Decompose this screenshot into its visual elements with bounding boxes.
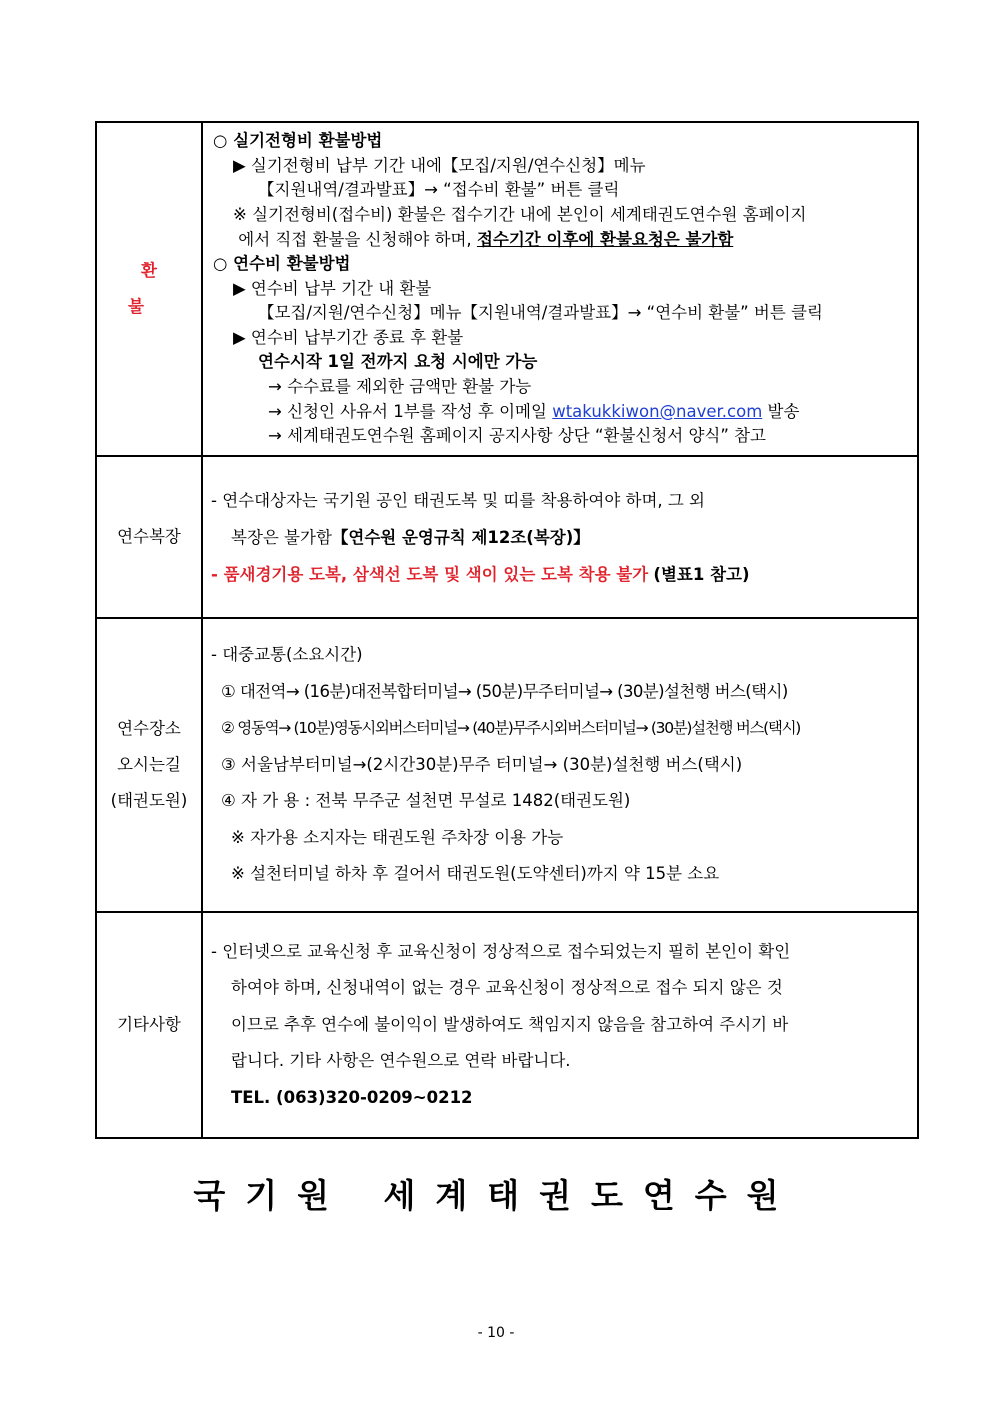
uniform-content-cell [202, 456, 918, 618]
directions-label-2: 오시는길 [117, 755, 181, 774]
refund-content-cell [202, 122, 918, 456]
directions-label-3: (태권도원) [110, 791, 188, 810]
refund-label: 환 불 [128, 261, 183, 316]
refund-row [96, 122, 918, 456]
directions-route-3: ③ 서울남부터미널→(2시간30분)무주 터미널→ (30분)설천행 버스(택시) [221, 754, 743, 774]
etc-row [96, 912, 918, 1138]
directions-route-2: ② 영동역→ (10분)영동시외버스터미널→ (40분)무주시외버스터미널→ (30분)설천행 버스(택시) [221, 719, 801, 738]
etc-line-3: 이므로 추후 연수에 불이익이 발생하여도 책임지지 않음을 참고하여 주시기 바 [231, 1014, 789, 1034]
org-name-1: 국기원 [193, 1176, 350, 1215]
etc-line-2: 하여야 하며, 신청내역이 없는 경우 교육신청이 정상적으로 접수 되지 않은 것 [231, 978, 783, 998]
organization-title [0, 1170, 992, 1217]
uniform-label: 연수복장 [96, 456, 202, 618]
uniform-line-2: 복장은 불가함【연수원 운영규칙 제12조(복장)】 [231, 527, 590, 547]
etc-tel: TEL. (063)320-0209~0212 [231, 1087, 473, 1107]
directions-note-parking: ※ 자가용 소지자는 태권도원 주차장 이용 가능 [231, 827, 564, 847]
refund-exam-heading: ○ 실기전형비 환불방법 [213, 131, 383, 151]
refund-label-cell [96, 122, 202, 456]
etc-label: 기타사항 [96, 912, 202, 1138]
org-name-2: 세계태권도연수원 [383, 1176, 799, 1215]
directions-content-cell [202, 618, 918, 912]
refund-exam-warning: 접수기간 이후에 환불요청은 불가함 [476, 229, 734, 249]
refund-exam-step-1-cont: 【지원내역/결과발표】→ “접수비 환불” 버튼 클릭 [258, 180, 620, 200]
refund-fee-condition: 연수시작 1일 전까지 요청 시에만 가능 [258, 352, 538, 372]
etc-line-1: - 인터넷으로 교육신청 후 교육신청이 정상적으로 접수되었는지 필히 본인이 확인 [211, 941, 791, 961]
uniform-row [96, 456, 918, 618]
page-number: - 10 - [477, 1325, 515, 1341]
refund-exam-step-1: ▶ 실기전형비 납부 기간 내에【모집/지원/연수신청】메뉴 [233, 155, 646, 175]
uniform-line-3: - 품새경기용 도복, 삼색선 도복 및 색이 있는 도복 착용 불가 (별표1 참고) [211, 564, 750, 584]
email-link[interactable]: wtakukkiwon@naver.com [552, 401, 763, 421]
directions-label-1: 연수장소 [117, 719, 181, 738]
directions-note-walk: ※ 설천터미널 하차 후 걸어서 태권도원(도약센터)까지 약 15분 소요 [231, 864, 720, 884]
directions-row [96, 618, 918, 912]
directions-label-cell [96, 618, 202, 912]
refund-fee-rule-1: → 수수료를 제외한 금액만 환불 가능 [268, 377, 532, 397]
etc-content-cell [202, 912, 918, 1138]
directions-route-4: ④ 자 가 용 : 전북 무주군 설천면 무설로 1482(태권도원) [221, 791, 631, 811]
directions-route-1: ① 대전역→ (16분)대전복합터미널→ (50분)무주터미널→ (30분)설천행 버스(택시) [221, 681, 788, 701]
refund-fee-rule-3: → 세계태권도연수원 홈페이지 공지사항 상단 “환불신청서 양식” 참고 [268, 426, 766, 446]
refund-exam-note: ※ 실기전형비(접수비) 환불은 접수기간 내에 본인이 세계태권도연수원 홈페이지 [233, 204, 807, 224]
uniform-line-1: - 연수대상자는 국기원 공인 태권도복 및 띠를 착용하여야 하며, 그 외 [211, 490, 706, 510]
refund-exam-note-cont: 에서 직접 환불을 신청해야 하며, 접수기간 이후에 환불요청은 불가함 [238, 229, 734, 249]
refund-fee-step-1: ▶ 연수비 납부 기간 내 환불 [233, 278, 432, 298]
info-table [95, 121, 919, 1139]
refund-fee-step-1-cont: 【모집/지원/연수신청】메뉴【지원내역/결과발표】→ “연수비 환불” 버튼 클릭 [258, 303, 823, 323]
etc-line-4: 랍니다. 기타 사항은 연수원으로 연락 바랍니다. [231, 1051, 571, 1071]
refund-fee-rule-2: → 신청인 사유서 1부를 작성 후 이메일 wtakukkiwon@naver.com 발송 [268, 401, 800, 421]
refund-fee-step-2: ▶ 연수비 납부기간 종료 후 환불 [233, 327, 464, 347]
refund-fee-heading: ○ 연수비 환불방법 [213, 254, 351, 274]
directions-public-transport: - 대중교통(소요시간) [211, 644, 363, 664]
